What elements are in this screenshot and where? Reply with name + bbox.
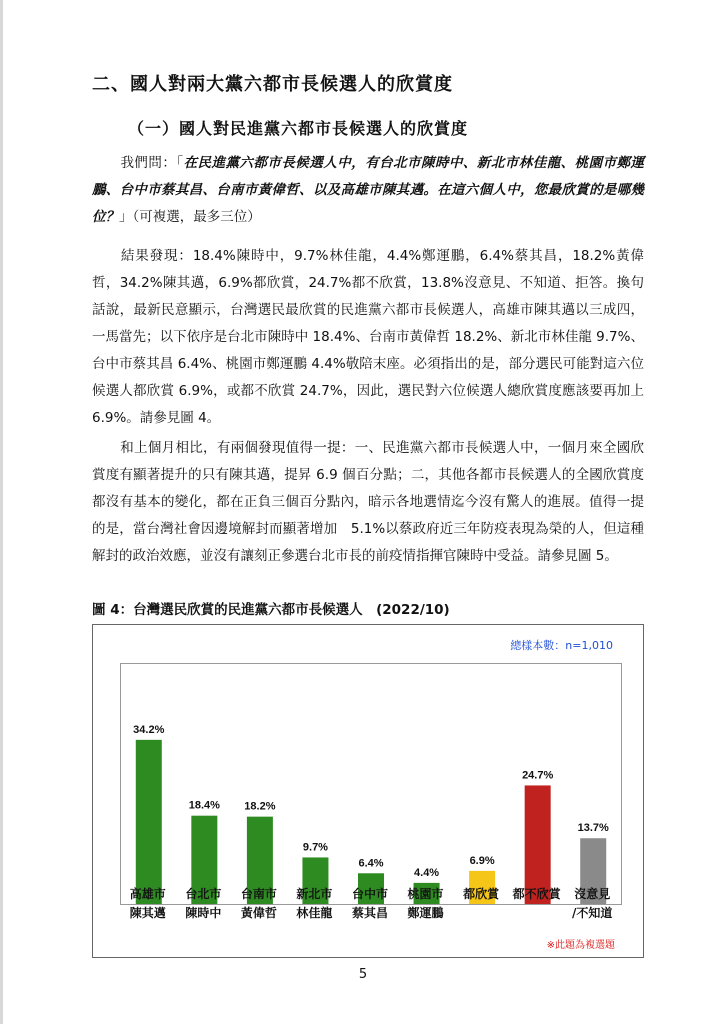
category-label-2 (231, 885, 287, 923)
category-label-5 (398, 885, 454, 923)
result-paragraph (92, 243, 644, 432)
question-text: 在民進黨六都市長候選人中，有台北市陳時中、新北市林佳龍、桃園市鄭運鵬、台中市蔡其昌、台南市黃偉哲、以及高雄市陳其邁。在這六個人中，您最欣賞的是哪幾位？ (92, 155, 645, 225)
category-label-line: 都不欣賞 (512, 887, 561, 901)
category-label-line: 桃園市 (407, 887, 444, 901)
page-number: 5 (358, 967, 368, 982)
category-label-0 (120, 885, 176, 923)
category-label-line: 都欣賞 (463, 887, 500, 901)
bar-value-label-1: 18.4% (188, 799, 220, 812)
bar-chart (121, 664, 621, 904)
category-label-6 (453, 885, 509, 904)
compare-text: 和上個月相比，有兩個發現值得一提：一、民進黨六都市長候選人中，一個月來全國欣賞度有顯著提升的只有陳其邁，提昇 6.9 個百分點；二，其他各都市長候選人的全國欣賞度都沒有基本的變化，都在正負三個百分點內，暗示各地選情迄今沒有驚人的進展。值得一提的是，當台灣社會因邊境解封而顯著增加 5.1%以蔡政府近三年防疫表現為榮的人，但這種解封的政治效應，並沒有讓刻正參選台北市長的前疫情指揮官陳時中受益。請參見圖 5。 (92, 440, 644, 564)
subsection-title: （一）國人對民進黨六都市長候選人的欣賞度 (128, 119, 469, 138)
category-label-line: 林佳龍 (296, 906, 333, 920)
question-lead: 我們問：「 (120, 155, 184, 171)
bar-value-label-6: 6.9% (469, 854, 495, 867)
compare-paragraph (92, 435, 644, 570)
question-paragraph (92, 150, 644, 231)
category-label-line: 台南市 (240, 887, 277, 901)
category-label-line: 新北市 (296, 887, 333, 901)
category-label-line: 黃偉哲 (240, 906, 277, 920)
bar-0 (136, 740, 162, 904)
category-label-3 (287, 885, 343, 923)
plot-area (120, 663, 622, 905)
multiple-choice-note: ※此題為複選題 (546, 940, 615, 951)
category-label-line: 陳其邁 (129, 906, 166, 920)
category-label-8 (564, 885, 620, 923)
figure-title: 圖 4：台灣選民欣賞的民進黨六都市長候選人 (2022/10) (92, 602, 450, 618)
bar-value-label-8: 13.7% (577, 822, 609, 835)
sample-size-label: 總樣本數：n=1,010 (510, 639, 613, 652)
category-label-7 (509, 885, 565, 904)
category-label-1 (176, 885, 232, 923)
bar-value-label-3: 9.7% (302, 841, 328, 854)
bar-value-label-4: 6.4% (358, 857, 384, 870)
category-label-line: 沒意見 (574, 887, 611, 901)
bar-value-label-5: 4.4% (414, 866, 440, 879)
bar-value-label-0: 34.2% (133, 723, 165, 736)
category-label-line: /不知道 (572, 906, 613, 920)
result-text: 結果發現：18.4%陳時中，9.7%林佳龍，4.4%鄭運鵬，6.4%蔡其昌，18.2%黃偉哲，34.2%陳其邁，6.9%都欣賞，24.7%都不欣賞，13.8%沒意見、不知道、拒答。換句話說，最新民意顯示，台灣選民最欣賞的民進黨六都市長候選人，高雄市陳其邁以三成四，一馬當先；以下依序是台北市陳時中 18.4%、台南市黃偉哲 18.2%、新北市林佳龍 9.7%、台中市蔡其昌 6.4%、桃園市鄭運鵬 4.4%敬陪末座。必須指出的是，部分選民可能對這六位候選人都欣賞 6.9%，或都不欣賞 24.7%，因此，選民對六位候選人總欣賞度應該要再加上 6.9%。請參見圖 4。 (92, 248, 644, 426)
bar-value-label-2: 18.2% (244, 800, 276, 813)
category-label-line: 台北市 (185, 887, 222, 901)
question-tail: 」（可複選，最多三位） (119, 209, 261, 225)
page-edge (0, 0, 3, 1024)
bar-value-label-7: 24.7% (522, 769, 554, 782)
figure-chart-box (92, 624, 644, 958)
category-label-line: 台中市 (351, 887, 388, 901)
category-label-line: 蔡其昌 (351, 906, 388, 920)
category-label-line: 陳時中 (185, 906, 222, 920)
category-label-line: 鄭運鵬 (407, 906, 444, 920)
category-label-4 (342, 885, 398, 923)
section-title: 二、國人對兩大黨六都市長候選人的欣賞度 (92, 74, 453, 95)
category-label-line: 高雄市 (129, 887, 166, 901)
